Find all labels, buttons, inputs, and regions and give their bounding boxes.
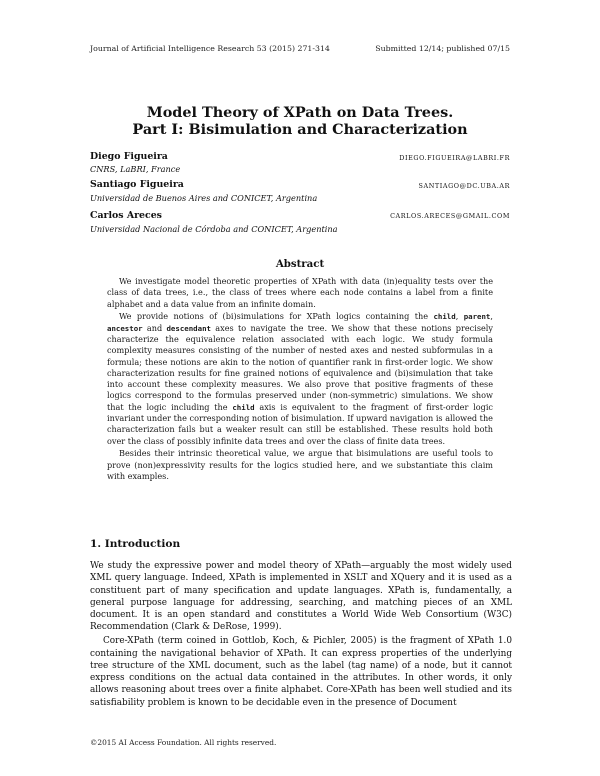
abstract-text: We provide notions of (bi)simulations for XPath logics containing the: [119, 311, 434, 322]
intro-body: [90, 560, 512, 711]
paper-title-line1: Model Theory of XPath on Data Trees.: [146, 104, 454, 121]
author-affiliation: Universidad de Buenos Aires and CONICET, Argentina: [90, 193, 318, 203]
author-email: CARLOS.ARECES@GMAIL.COM: [390, 212, 510, 220]
abstract-text: axes to navigate the tree. We show that these notions precisely characterize the equivalence relation associated with each logic. We study formula complexity measures consisting of the number of nested axes and nested subformulas in a formula; these notions are akin to the notion of quantifier rank in first-order logic. We show characterization results for fine grained notions of equivalence and (bi)simulation that take into account these complexity measures. We also prove that positive fragments of these logics correspond to the formulas preserved under (non-symmetric) simulations. We show that the logic including the: [107, 322, 493, 412]
copyright-footer: ©2015 AI Access Foundation. All rights reserved.: [90, 738, 277, 747]
abstract-paragraph: Besides their intrinsic theoretical value, we argue that bisimulations are useful tools to prove (non)expressivity results for the logics studied here, and we substantiate this claim with examples.: [107, 448, 493, 482]
author-email: SANTIAGO@DC.UBA.AR: [418, 182, 510, 190]
abstract-heading: Abstract: [275, 258, 325, 270]
author-affiliation: Universidad Nacional de Córdoba and CONICET, Argentina: [90, 224, 338, 234]
author-name: Santiago Figueira: [90, 179, 184, 190]
abstract-text: axis is equivalent to the fragment of first-order logic invariant under the corresponding notion of bisimulation. If upward navigation is allowed the characterization fails but a weaker result can still be established. These results hold both over the class of possibly infinite data trees and over the class of finite data trees.: [107, 401, 493, 446]
abstract-paragraph: [107, 311, 493, 447]
abstract-text: and: [142, 322, 167, 333]
axis-keyword: descendant: [166, 323, 211, 333]
author-email: DIEGO.FIGUEIRA@LABRI.FR: [399, 154, 510, 162]
paper-title-line2: Part I: Bisimulation and Characterization: [132, 121, 468, 138]
author-affiliation: CNRS, LaBRI, France: [90, 164, 181, 174]
axis-keyword: child: [232, 402, 255, 412]
body-paragraph: Core-XPath (term coined in Gottlob, Koch, & Pichler, 2005) is the fragment of XPath 1.0 containing the navigational behavior of XPath. It can express properties of the underlying tree structure of the XML document, such as the label (tag name) of a node, but it cannot express conditions on the actual data contained in the attributes. In other words, it only allows reasoning about trees over a finite alphabet. Core-XPath has been well studied and its satisfiability problem is known to be decidable even in the presence of Document: [90, 636, 512, 708]
journal-header: Journal of Artificial Intelligence Research 53 (2015) 271-314: [90, 44, 330, 53]
abstract-body: [107, 276, 493, 484]
abstract-paragraph: We investigate model theoretic properties of XPath with data (in)equality tests over the class of data trees, i.e., the class of trees where each node contains a label from a finite alphabet and a data value from an infinite domain.: [107, 276, 493, 309]
author-name: Carlos Areces: [90, 210, 162, 221]
axis-keyword: ancestor: [107, 323, 143, 333]
body-paragraph: We study the expressive power and model theory of XPath—arguably the most widely used XML query language. Indeed, XPath is implemented in XSLT and XQuery and it is used as a constituent part of many specification and update languages. XPath is, fundamentally, a general purpose language for addressing, searching, and matching pieces of an XML document. It is an open standard and constitutes a World Wide Web Consortium (W3C) Recommendation (Clark & DeRose, 1999).: [90, 561, 512, 633]
axis-keyword: parent: [463, 312, 491, 322]
submission-dates: Submitted 12/14; published 07/15: [375, 44, 510, 53]
author-name: Diego Figueira: [90, 151, 168, 162]
abstract-text: ,: [490, 311, 493, 322]
axis-keyword: child: [433, 312, 456, 322]
section-heading: 1. Introduction: [90, 538, 181, 550]
abstract-text: ,: [455, 311, 464, 322]
